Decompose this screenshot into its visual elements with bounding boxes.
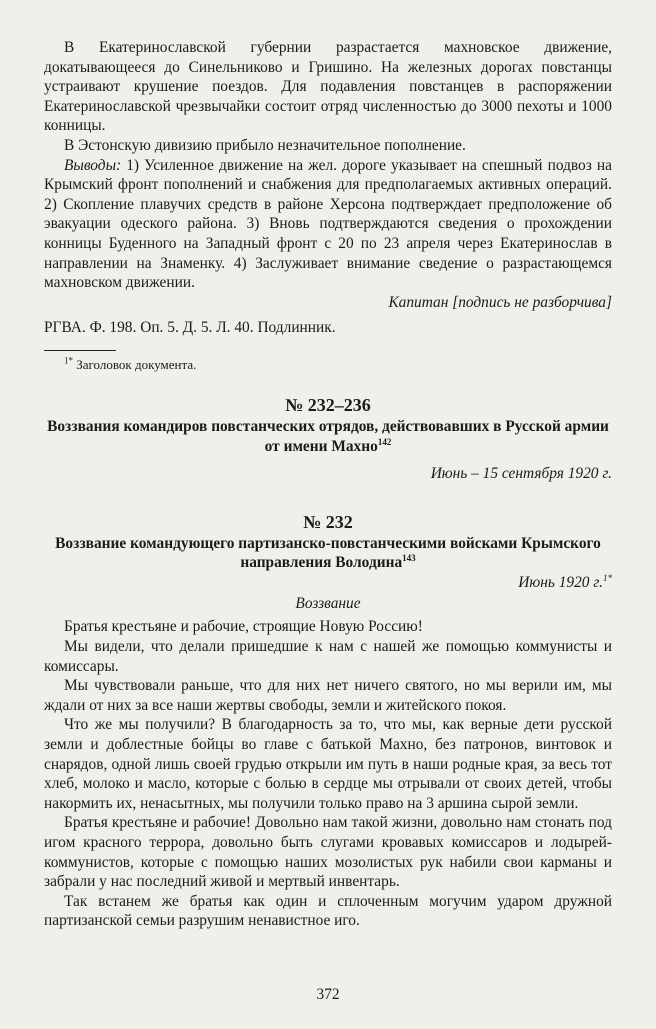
body-paragraph: Так встанем же братья как один и сплоченным могучим ударом дружной партизанской семьи разрушим ненавистное иго. — [44, 892, 612, 930]
footnote-text: Заголовок документа. — [73, 356, 197, 372]
paragraph: В Екатеринославской губернии разрастается махновское движение, докатывающееся до Синельниково и Гришино. На железных дорогах повстанцы устраивают крушение поездов. Для подавления повстанцев в распоряжении Екатеринославской чрезвычайки состоит отряд численностью до 3000 пехоты и 1000 конницы. — [44, 39, 612, 135]
document-number: № 232 — [303, 511, 353, 532]
date-text: Июнь 1920 г. — [518, 573, 603, 591]
conclusions-paragraph — [44, 156, 612, 293]
conclusions-text: 1) Усиленное движение на жел. дороге указывает на спешный подвоз на Крымский фронт пополнений и снабжения для предполагаемых активных операций. 2) Скопление плавучих средств в районе Херсона подтверждает предположение об эвакуации одеского района. 3) Вновь подтверждаются сведения о прохождении конницы Буденного на Западный фронт с 20 по 23 апреля через Екатеринослав в направлении на Знаменку. 4) Заслуживает внимание сведение о разрастающемся махновском движении. — [44, 156, 612, 292]
title-text: Воззвание командующего партизанско-повстанческими войсками Крымского направления Володина — [55, 534, 601, 572]
document-title — [44, 534, 612, 573]
note-ref: 1* — [603, 572, 612, 583]
title-text: Воззвания командиров повстанческих отрядов, действовавших в Русской армии от имени Махно — [47, 417, 609, 455]
document-number: № 232–236 — [285, 394, 371, 415]
body-paragraph: Мы видели, что делали пришедшие к нам с нашей же помощью коммунисты и комиссары. — [44, 638, 612, 675]
body-paragraph: Мы чувствовали раньше, что для них нет ничего святого, но мы верили им, мы ждали от них за все наши жертвы свободы, земли и житейского покоя. — [44, 677, 612, 714]
body-paragraph: Братья крестьяне и рабочие! Довольно нам такой жизни, довольно нам стонать под игом красного террора, довольно быть слугами кровавых комиссаров и лодырей-коммунистов, которые с помощью наших мозолистых рук набили свои карманы и забрали у нас последний живой и мертвый инвентарь. — [44, 814, 612, 891]
body-paragraph: Братья крестьяне и рабочие, строящие Новую Россию! — [64, 618, 423, 636]
document-title — [44, 417, 612, 456]
body-paragraph: Что же мы получили? В благодарность за то, что мы, как верные дети русской земли и доблестные бойцы во главе с батькой Махно, без патронов, винтовок и снарядов, одной лишь своей грудью открыли им путь в наши родные края, за весь тот хлеб, молоко и масло, которые с болью в сердце мы отрывали от своих детей, чтобы накормить их, ненасытных, мы получили только право на 3 аршина сырой земли. — [44, 716, 612, 812]
document-date: Июнь – 15 сентября 1920 г. — [430, 465, 612, 483]
note-ref: 142 — [377, 436, 392, 447]
archive-source: РГВА. Ф. 198. Оп. 5. Д. 5. Л. 40. Подлинник. — [44, 319, 336, 337]
document-date — [44, 573, 612, 593]
page-number: 372 — [316, 986, 340, 1003]
document-subtitle: Воззвание — [295, 595, 361, 613]
signature: Капитан [подпись не разборчива] — [388, 293, 612, 311]
footnote — [44, 356, 612, 373]
footnote-marker: 1* — [64, 355, 73, 366]
conclusions-label: Выводы: — [64, 156, 122, 174]
note-ref: 143 — [402, 553, 416, 564]
paragraph: В Эстонскую дивизию прибыло незначительное пополнение. — [64, 136, 466, 154]
footnote-rule — [44, 350, 116, 351]
